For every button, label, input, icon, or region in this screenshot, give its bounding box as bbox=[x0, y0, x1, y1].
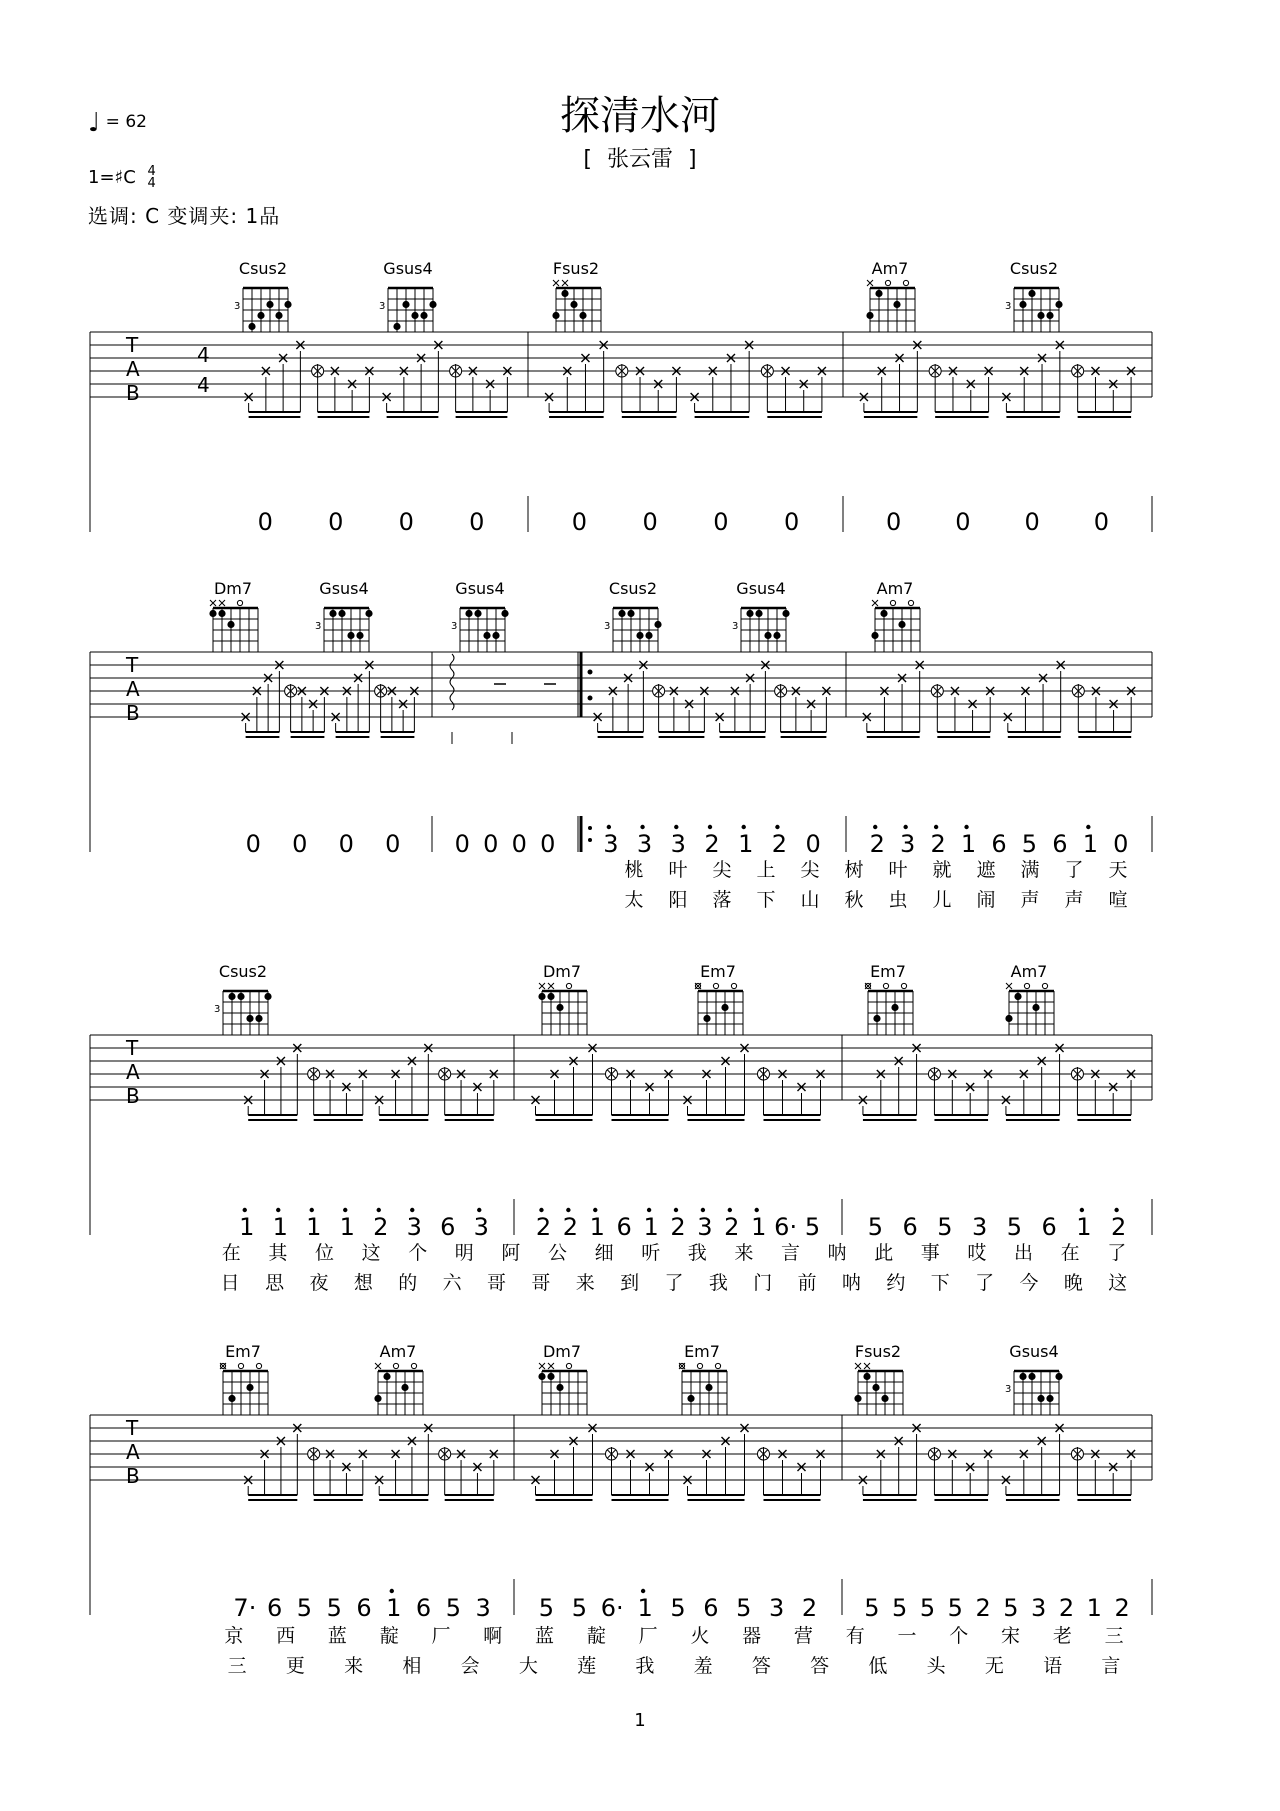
octave-dot bbox=[701, 1208, 705, 1212]
chord-name: Dm7 bbox=[213, 579, 253, 598]
song-title: 探清水河 bbox=[560, 93, 720, 139]
tab-letter-a: A bbox=[126, 1060, 140, 1084]
lyric-char: 一 bbox=[897, 1625, 917, 1647]
fret-number: 3 bbox=[379, 301, 386, 312]
lyric-char: 厂 bbox=[431, 1625, 451, 1647]
jianpu-note: 6· bbox=[774, 1213, 798, 1241]
chord-name: Dm7 bbox=[542, 1342, 582, 1361]
jianpu-note: 2 bbox=[724, 1213, 740, 1241]
tab-system bbox=[90, 1035, 1152, 1235]
lyric-char: 语 bbox=[1043, 1655, 1063, 1677]
tab-systems bbox=[90, 332, 1152, 1615]
octave-dot bbox=[674, 825, 678, 829]
tab-system bbox=[90, 1415, 1152, 1615]
lyric-char: 细 bbox=[594, 1242, 614, 1264]
jianpu-note: 0 bbox=[955, 508, 971, 536]
jianpu-note: 6 bbox=[356, 1594, 372, 1622]
jianpu-note: 5 bbox=[864, 1594, 880, 1622]
tab-letter-a: A bbox=[126, 1440, 140, 1464]
jianpu-note: 0 bbox=[713, 508, 729, 536]
lyric-char: 虫 bbox=[888, 889, 908, 911]
jianpu-note: 3 bbox=[971, 1213, 988, 1241]
jianpu-note: 0 bbox=[571, 508, 588, 536]
lyric-char: 哎 bbox=[967, 1242, 987, 1264]
tab-system bbox=[90, 652, 1152, 852]
jianpu-note: 0 bbox=[292, 830, 308, 858]
lyric-char: 老 bbox=[1052, 1625, 1072, 1647]
lyric-char: 来 bbox=[575, 1272, 595, 1294]
lyric-char: 前 bbox=[797, 1272, 817, 1294]
jianpu-note: 2 bbox=[373, 1213, 389, 1241]
jianpu-note: 3 bbox=[670, 830, 686, 858]
jianpu-note: 0 bbox=[805, 830, 821, 858]
lyric-char: 我 bbox=[708, 1272, 728, 1294]
lyric-char: 门 bbox=[753, 1272, 773, 1294]
lyric-char: 呐 bbox=[827, 1242, 847, 1264]
tab-time-top: 4 bbox=[197, 343, 210, 367]
jianpu-note: 1 bbox=[751, 1213, 767, 1241]
jianpu-note: 0 bbox=[783, 508, 800, 536]
octave-dot bbox=[539, 1208, 543, 1212]
jianpu-note: 1 bbox=[306, 1213, 322, 1241]
lyric-char: 尖 bbox=[800, 859, 820, 881]
lyric-char: 下 bbox=[756, 889, 776, 911]
octave-dot bbox=[742, 825, 746, 829]
jianpu-note: 3 bbox=[769, 1594, 785, 1622]
fret-number: 3 bbox=[732, 621, 739, 632]
lyric-char: 这 bbox=[1108, 1272, 1128, 1294]
jianpu-note: 1 bbox=[386, 1594, 402, 1622]
lyric-char: 日 bbox=[220, 1272, 240, 1294]
chord-name: Em7 bbox=[684, 1342, 720, 1361]
lyric-char: 闹 bbox=[976, 889, 996, 911]
jianpu-note: 3 bbox=[406, 1213, 422, 1241]
jianpu-note: 2 bbox=[535, 1213, 552, 1241]
chord-name: Em7 bbox=[225, 1342, 261, 1361]
jianpu-note: 1 bbox=[1076, 1213, 1092, 1241]
jianpu-note: 5 bbox=[867, 1213, 884, 1241]
jianpu-note: 7· bbox=[233, 1594, 257, 1622]
lyric-char: 听 bbox=[641, 1242, 661, 1264]
lyric-char: 山 bbox=[800, 889, 820, 911]
jianpu-note: 6 bbox=[902, 1213, 918, 1241]
fret-number: 3 bbox=[1005, 1384, 1012, 1395]
lyric-char: 京 bbox=[224, 1625, 244, 1647]
chord-name: Fsus2 bbox=[552, 259, 600, 278]
jianpu-note: 6 bbox=[616, 1213, 632, 1241]
lyric-char: 思 bbox=[265, 1272, 285, 1294]
jianpu-note: 2 bbox=[1114, 1594, 1130, 1622]
lyric-char: 这 bbox=[361, 1242, 381, 1264]
jianpu-note: 3 bbox=[697, 1213, 713, 1241]
jianpu-note: 6 bbox=[267, 1594, 283, 1622]
jianpu-note: 6 bbox=[703, 1594, 719, 1622]
lyric-char: 在 bbox=[1060, 1242, 1080, 1264]
lyric-char: 此 bbox=[874, 1242, 894, 1264]
octave-dot bbox=[728, 1208, 732, 1212]
lyric-char: 三 bbox=[1104, 1625, 1124, 1647]
chord-name: Csus2 bbox=[1009, 259, 1059, 278]
lyric-char: 羞 bbox=[693, 1655, 713, 1677]
chord-name: Gsus4 bbox=[736, 579, 786, 598]
jianpu-note: 0 bbox=[398, 508, 414, 536]
lyric-char: 哥 bbox=[531, 1272, 551, 1294]
chord-name: Am7 bbox=[871, 259, 909, 278]
lyric-char: 就 bbox=[932, 859, 952, 881]
jianpu-note: 1 bbox=[272, 1213, 288, 1241]
jianpu-note: 3 bbox=[636, 830, 653, 858]
octave-dot bbox=[1114, 1208, 1118, 1212]
lyric-char: 了 bbox=[664, 1272, 684, 1294]
jianpu-note: 3 bbox=[1031, 1594, 1047, 1622]
jianpu-note: 6 bbox=[415, 1594, 432, 1622]
lyric-char: 三 bbox=[227, 1655, 247, 1677]
lyric-char: 在 bbox=[221, 1242, 241, 1264]
jianpu-note: 3 bbox=[475, 1594, 491, 1622]
lyric-char: 有 bbox=[845, 1625, 865, 1647]
lyrics bbox=[221, 859, 1128, 1677]
chord-name: Gsus4 bbox=[1009, 1342, 1059, 1361]
lyric-char: 儿 bbox=[932, 889, 952, 911]
lyric-char: 落 bbox=[712, 889, 732, 911]
jianpu-note: 5 bbox=[326, 1594, 342, 1622]
lyric-char: 满 bbox=[1020, 859, 1040, 881]
lyric-char: 桃 bbox=[624, 859, 644, 881]
jianpu-note: 3 bbox=[900, 830, 916, 858]
chord-name: Dm7 bbox=[542, 962, 582, 981]
jianpu-note: 5 bbox=[296, 1594, 313, 1622]
jianpu-note: 0 bbox=[540, 830, 556, 858]
lyric-char: 厂 bbox=[638, 1625, 658, 1647]
octave-dot bbox=[276, 1208, 280, 1212]
tab-clef bbox=[125, 333, 210, 1488]
octave-dot bbox=[674, 1208, 678, 1212]
jianpu-note: 2 bbox=[562, 1213, 579, 1241]
chord-name: Am7 bbox=[379, 1342, 417, 1361]
lyric-char: 火 bbox=[690, 1625, 710, 1647]
chord-name: Csus2 bbox=[218, 962, 268, 981]
lyric-char: 喧 bbox=[1108, 889, 1128, 911]
chord-name: Em7 bbox=[870, 962, 906, 981]
octave-dot bbox=[607, 825, 611, 829]
octave-dot bbox=[934, 825, 938, 829]
lyric-char: 天 bbox=[1108, 859, 1128, 881]
jianpu-note: 0 bbox=[885, 508, 902, 536]
jianpu-note: 2 bbox=[670, 1213, 686, 1241]
lyric-char: 太 bbox=[624, 889, 644, 911]
jianpu-note: 2 bbox=[801, 1594, 818, 1622]
lyric-char: 上 bbox=[756, 859, 776, 881]
jianpu-note: 2 bbox=[771, 830, 788, 858]
lyric-char: 了 bbox=[975, 1272, 995, 1294]
lyric-char: 了 bbox=[1064, 859, 1084, 881]
jianpu-note: 1 bbox=[960, 830, 977, 858]
page-number: 1 bbox=[634, 1710, 646, 1731]
lyric-char: 我 bbox=[635, 1655, 655, 1677]
jianpu-note: 0 bbox=[257, 508, 273, 536]
jianpu-note: 0 bbox=[454, 830, 470, 858]
lyric-char: 哥 bbox=[486, 1272, 506, 1294]
lyric-char: 宋 bbox=[1001, 1625, 1021, 1647]
chord-name: Csus2 bbox=[238, 259, 288, 278]
lyric-char: 夜 bbox=[309, 1272, 329, 1294]
jianpu-note: 5 bbox=[1006, 1213, 1023, 1241]
jianpu-note: 6· bbox=[600, 1594, 624, 1622]
lyric-char: 莲 bbox=[577, 1655, 597, 1677]
tab-letter-t: T bbox=[126, 1036, 139, 1060]
chord-name: Fsus2 bbox=[854, 1342, 902, 1361]
octave-dot bbox=[755, 1208, 759, 1212]
fret-number: 3 bbox=[604, 621, 611, 632]
chord-name: Gsus4 bbox=[319, 579, 369, 598]
jianpu-note: 0 bbox=[328, 508, 344, 536]
jianpu-note: 2 bbox=[869, 830, 885, 858]
lyric-char: 来 bbox=[734, 1242, 754, 1264]
jianpu-note: 5 bbox=[1021, 830, 1038, 858]
jianpu-note: 5 bbox=[937, 1213, 953, 1241]
chord-name: Gsus4 bbox=[383, 259, 433, 278]
octave-dot bbox=[873, 825, 877, 829]
jianpu-note: 5 bbox=[445, 1594, 461, 1622]
octave-dot bbox=[640, 825, 644, 829]
lyric-char: 事 bbox=[920, 1242, 940, 1264]
lyric-char: 答 bbox=[810, 1655, 830, 1677]
jianpu-note: 6 bbox=[440, 1213, 456, 1241]
octave-dot bbox=[1086, 825, 1090, 829]
octave-dot bbox=[566, 1208, 570, 1212]
lyric-char: 其 bbox=[268, 1242, 288, 1264]
octave-dot bbox=[641, 1589, 645, 1593]
repeat-dot bbox=[588, 670, 593, 675]
chord-name: Gsus4 bbox=[455, 579, 505, 598]
jianpu-note: 1 bbox=[339, 1213, 355, 1241]
jianpu-note: 3 bbox=[473, 1213, 489, 1241]
lyric-char: 个 bbox=[408, 1242, 428, 1264]
lyric-char: 今 bbox=[1019, 1272, 1039, 1294]
jianpu-note: 1 bbox=[239, 1213, 255, 1241]
jianpu-note: 0 bbox=[511, 830, 527, 858]
octave-dot bbox=[1080, 1208, 1084, 1212]
fret-number: 3 bbox=[1005, 301, 1012, 312]
fret-number: 3 bbox=[214, 1004, 221, 1015]
octave-dot bbox=[410, 1208, 414, 1212]
tab-letter-t: T bbox=[126, 333, 139, 357]
lyric-char: 我 bbox=[687, 1242, 707, 1264]
lyric-char: 到 bbox=[620, 1272, 640, 1294]
octave-dot bbox=[708, 825, 712, 829]
jianpu-note: 2 bbox=[930, 830, 946, 858]
jianpu-note: 3 bbox=[603, 830, 619, 858]
lyric-char: 靛 bbox=[586, 1625, 606, 1647]
octave-dot bbox=[647, 1208, 651, 1212]
jianpu-note: 5 bbox=[892, 1594, 908, 1622]
tab-letter-a: A bbox=[126, 677, 140, 701]
jianpu-note: 5 bbox=[670, 1594, 686, 1622]
lyric-char: 尖 bbox=[712, 859, 732, 881]
lyric-char: 蓝 bbox=[535, 1625, 555, 1647]
jianpu-note: 1 bbox=[1082, 830, 1098, 858]
time-signature-top: 4 bbox=[147, 164, 156, 179]
jianpu-note: 5 bbox=[947, 1594, 963, 1622]
key-label: 1=♯C bbox=[88, 167, 136, 188]
lyric-char: 会 bbox=[460, 1655, 480, 1677]
lyric-char: 阳 bbox=[668, 889, 688, 911]
jianpu-note: 5 bbox=[804, 1213, 821, 1241]
lyric-char: 大 bbox=[518, 1655, 538, 1677]
jianpu-notation bbox=[233, 508, 1129, 1622]
chord-name: Am7 bbox=[876, 579, 914, 598]
fret-number: 3 bbox=[315, 621, 322, 632]
lyric-char: 蓝 bbox=[327, 1625, 347, 1647]
lyric-char: 相 bbox=[402, 1655, 422, 1677]
tab-time-bottom: 4 bbox=[197, 373, 210, 397]
jianpu-note: 0 bbox=[642, 508, 658, 536]
jianpu-note: 6 bbox=[991, 830, 1007, 858]
lyric-char: 遮 bbox=[976, 859, 996, 881]
lyric-char: 呐 bbox=[842, 1272, 862, 1294]
jianpu-note: 5 bbox=[538, 1594, 555, 1622]
chord-name: Csus2 bbox=[608, 579, 658, 598]
tab-letter-t: T bbox=[126, 653, 139, 677]
lyric-char: 了 bbox=[1107, 1242, 1127, 1264]
tempo-value: = 62 bbox=[105, 112, 147, 132]
tab-letter-b: B bbox=[126, 1464, 140, 1488]
artist-name: [ 张云雷 ] bbox=[583, 147, 697, 172]
lyric-char: 叶 bbox=[668, 859, 688, 881]
repeat-dot bbox=[588, 838, 592, 842]
quarter-note-icon: ♩ bbox=[88, 108, 101, 138]
lyric-char: 无 bbox=[984, 1655, 1004, 1677]
octave-dot bbox=[477, 1208, 481, 1212]
fret-number: 3 bbox=[234, 301, 241, 312]
chord-name: Am7 bbox=[1010, 962, 1048, 981]
lyric-char: 出 bbox=[1013, 1242, 1034, 1264]
lyric-char: 言 bbox=[1101, 1655, 1121, 1677]
lyric-char: 位 bbox=[314, 1242, 335, 1264]
octave-dot bbox=[377, 1208, 381, 1212]
jianpu-note: 0 bbox=[469, 508, 485, 536]
lyric-char: 个 bbox=[949, 1625, 969, 1647]
lyric-char: 营 bbox=[793, 1625, 813, 1647]
capo-info: 选调: C 变调夹: 1品 bbox=[88, 204, 281, 228]
jianpu-note: 2 bbox=[1058, 1594, 1075, 1622]
jianpu-note: 5 bbox=[571, 1594, 587, 1622]
lyric-char: 声 bbox=[1020, 889, 1040, 911]
tab-letter-b: B bbox=[126, 381, 140, 405]
lyric-char: 更 bbox=[285, 1655, 305, 1677]
tab-letter-b: B bbox=[126, 1084, 140, 1108]
lyric-char: 答 bbox=[751, 1655, 771, 1677]
jianpu-note: 0 bbox=[245, 830, 261, 858]
jianpu-note: 1 bbox=[643, 1213, 659, 1241]
lyric-char: 想 bbox=[353, 1272, 373, 1294]
tab-letter-t: T bbox=[126, 1416, 139, 1440]
fret-number: 3 bbox=[451, 621, 458, 632]
jianpu-note: 5 bbox=[736, 1594, 752, 1622]
lyric-char: 的 bbox=[398, 1272, 418, 1294]
jianpu-note: 2 bbox=[704, 830, 720, 858]
jianpu-note: 1 bbox=[1086, 1594, 1102, 1622]
octave-dot bbox=[964, 825, 968, 829]
octave-dot bbox=[310, 1208, 314, 1212]
jianpu-note: 1 bbox=[637, 1594, 653, 1622]
octave-dot bbox=[775, 825, 779, 829]
lyric-char: 器 bbox=[742, 1625, 762, 1647]
repeat-dot bbox=[588, 826, 592, 830]
lyric-char: 秋 bbox=[844, 889, 864, 911]
chord-name: Em7 bbox=[700, 962, 736, 981]
jianpu-note: 6 bbox=[1041, 1213, 1057, 1241]
repeat-dot bbox=[588, 696, 593, 701]
lyric-char: 言 bbox=[780, 1242, 801, 1264]
lyric-char: 低 bbox=[868, 1655, 888, 1677]
lyric-char: 公 bbox=[547, 1242, 568, 1264]
jianpu-note: 6 bbox=[1052, 830, 1068, 858]
octave-dot bbox=[390, 1589, 394, 1593]
octave-dot bbox=[343, 1208, 347, 1212]
jianpu-note: 5 bbox=[919, 1594, 936, 1622]
octave-dot bbox=[593, 1208, 597, 1212]
jianpu-note: 0 bbox=[483, 830, 499, 858]
octave-dot bbox=[903, 825, 907, 829]
jianpu-note: 5 bbox=[1003, 1594, 1019, 1622]
lyric-char: 靛 bbox=[379, 1625, 399, 1647]
jianpu-note: 1 bbox=[738, 830, 754, 858]
arpeggio-icon bbox=[450, 654, 454, 710]
jianpu-note: 2 bbox=[975, 1594, 991, 1622]
lyric-char: 约 bbox=[886, 1272, 906, 1294]
octave-dot bbox=[243, 1208, 247, 1212]
lyric-char: 来 bbox=[344, 1655, 364, 1677]
lyric-char: 头 bbox=[926, 1655, 946, 1677]
jianpu-note: 0 bbox=[1113, 830, 1129, 858]
lyric-char: 声 bbox=[1064, 889, 1084, 911]
tab-system bbox=[90, 332, 1152, 532]
lyric-char: 西 bbox=[276, 1625, 296, 1647]
jianpu-note: 1 bbox=[589, 1213, 605, 1241]
jianpu-note: 0 bbox=[1024, 508, 1040, 536]
lyric-char: 叶 bbox=[888, 859, 908, 881]
lyric-char: 树 bbox=[844, 859, 864, 881]
lyric-char: 阿 bbox=[501, 1242, 521, 1264]
jianpu-note: 2 bbox=[1110, 1213, 1127, 1241]
jianpu-note: 0 bbox=[1093, 508, 1110, 536]
lyric-char: 晚 bbox=[1063, 1272, 1083, 1294]
lyric-char: 啊 bbox=[483, 1625, 503, 1647]
tab-letter-a: A bbox=[126, 357, 140, 381]
lyric-char: 明 bbox=[454, 1242, 474, 1264]
time-signature-bottom: 4 bbox=[147, 176, 156, 191]
tab-letter-b: B bbox=[126, 701, 140, 725]
jianpu-note: 0 bbox=[385, 830, 401, 858]
jianpu-note: 0 bbox=[338, 830, 354, 858]
lyric-char: 六 bbox=[442, 1272, 462, 1294]
lyric-char: 下 bbox=[930, 1272, 950, 1294]
